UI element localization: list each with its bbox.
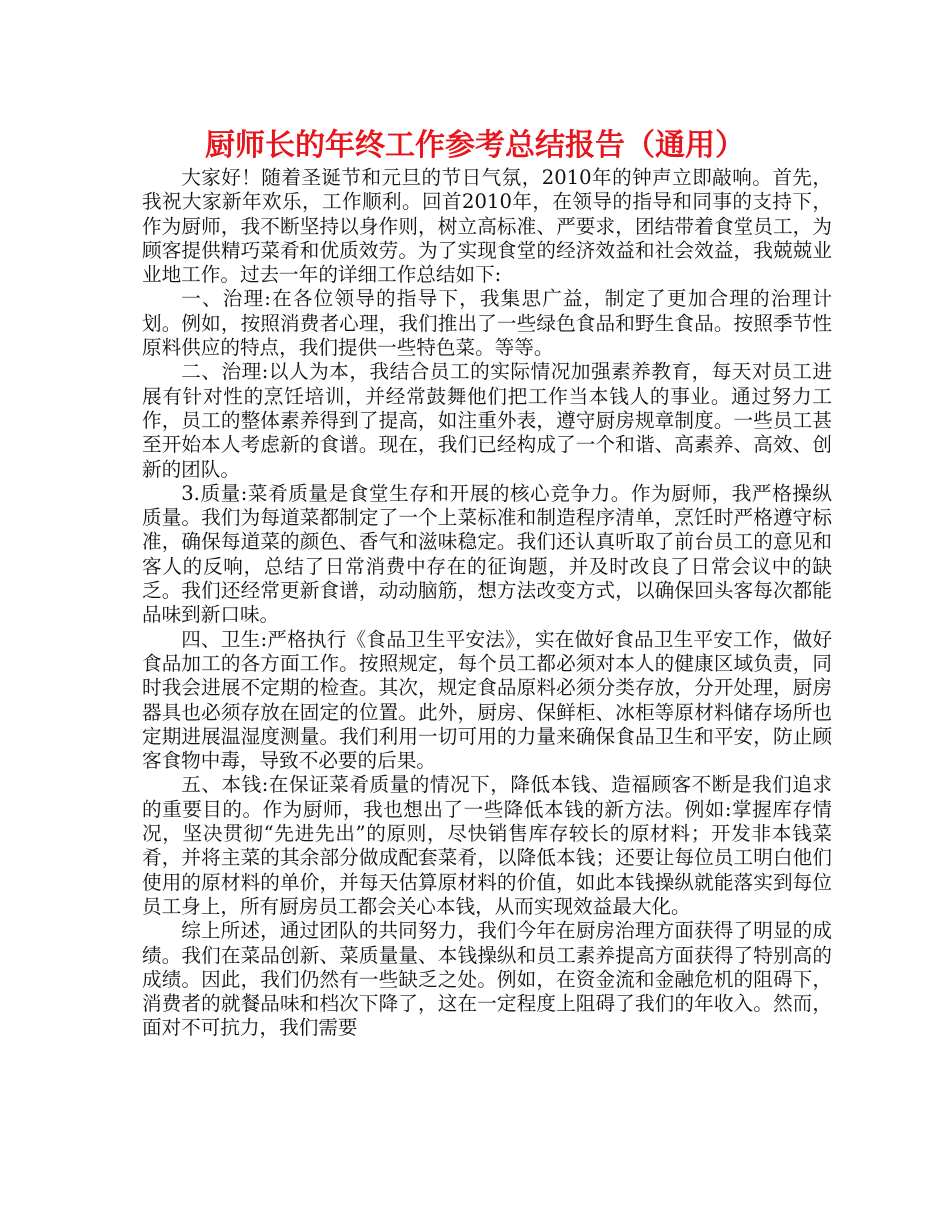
paragraph-hygiene: 四、卫生:严格执行《食品卫生平安法》，实在做好食品卫生平安工作，做好食品加工的各方面工作。按照规定，每个员工都必须对本人的健康区域负责，同时我会进展不定期的检查。其次，规定食品原料必须分类存放，分开处理，厨房器具也必须存放在固定的位置。此外，厨房、保鲜柜、冰柜等原材料储存场所也定期进展温湿度测量。我们利用一切可用的力量来确保食品卫生和平安，防止顾客食物中毒，导致不必要的后果。	[142, 627, 832, 773]
paragraph-management: 一、治理:在各位领导的指导下，我集思广益，制定了更加合理的治理计划。例如，按照消费者心理，我们推出了一些绿色食品和野生食品。按照季节性原料供应的特点，我们提供一些特色菜。等等。	[142, 287, 832, 360]
paragraph-quality: 3.质量:菜肴质量是食堂生存和开展的核心竞争力。作为厨师，我严格操纵质量。我们为每道菜都制定了一个上菜标准和制造程序清单，烹饪时严格遵守标准，确保每道菜的颜色、香气和滋味稳定。我们还认真听取了前台员工的意见和客人的反响，总结了日常消费中存在的征询题，并及时改良了日常会议中的缺乏。我们还经常更新食谱，动动脑筋，想方法改变方式，以确保回头客每次都能品味到新口味。	[142, 481, 832, 627]
document-body	[142, 166, 832, 1041]
paragraph-cost: 五、本钱:在保证菜肴质量的情况下，降低本钱、造福顾客不断是我们追求的重要目的。作为厨师，我也想出了一些降低本钱的新方法。例如:掌握库存情况，坚决贯彻“先进先出”的原则，尽快销售库存较长的原材料；开发非本钱菜肴，并将主菜的其余部分做成配套菜肴，以降低本钱；还要让每位员工明白他们使用的原材料的单价，并每天估算原材料的价值，如此本钱操纵就能落实到每位员工身上，所有厨房员工都会关心本钱，从而实现效益最大化。	[142, 773, 832, 918]
paragraph-intro: 大家好！随着圣诞节和元旦的节日气氛，2010年的钟声立即敲响。首先，我祝大家新年欢乐，工作顺利。回首2010年，在领导的指导和同事的支持下，作为厨师，我不断坚持以身作则，树立高标准、严要求，团结带着食堂员工，为顾客提供精巧菜肴和优质效劳。为了实现食堂的经济效益和社会效益，我兢兢业业地工作。过去一年的详细工作总结如下:	[142, 166, 832, 287]
paragraph-summary: 综上所述，通过团队的共同努力，我们今年在厨房治理方面获得了明显的成绩。我们在菜品创新、菜质量量、本钱操纵和员工素养提高方面获得了特别高的成绩。因此，我们仍然有一些缺乏之处。例如，在资金流和金融危机的阻碍下，消费者的就餐品味和档次下降了，这在一定程度上阻碍了我们的年收入。然而，面对不可抗力，我们需要	[142, 919, 832, 1040]
document-title: 厨师长的年终工作参考总结报告（通用）	[205, 128, 745, 163]
paragraph-people: 二、治理:以人为本，我结合员工的实际情况加强素养教育，每天对员工进展有针对性的烹饪培训，并经常鼓舞他们把工作当本钱人的事业。通过努力工作，员工的整体素养得到了提高，如注重外表，遵守厨房规章制度。一些员工甚至开始本人考虑新的食谱。现在，我们已经构成了一个和谐、高素养、高效、创新的团队。	[142, 360, 832, 481]
